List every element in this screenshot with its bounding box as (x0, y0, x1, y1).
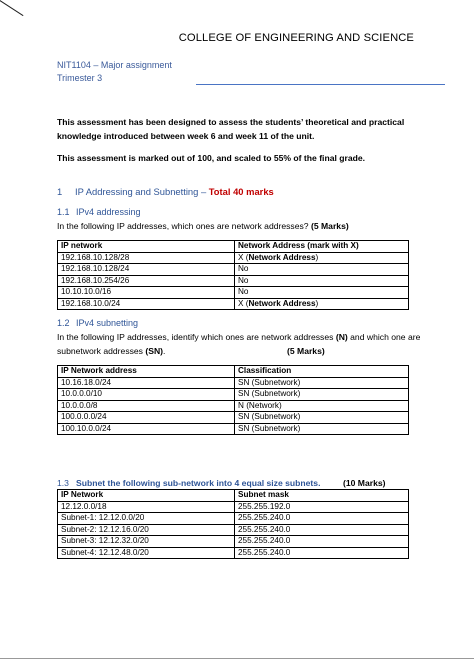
question-1-2-marks (287, 344, 387, 358)
column-header: IP Network address (58, 366, 235, 378)
column-header: IP Network (58, 490, 235, 502)
corner-decoration (0, 0, 23, 16)
subsection-1-1-title: IPv4 addressing (76, 207, 141, 217)
table-cell: 255.255.240.0 (235, 513, 409, 525)
table-cell: No (235, 275, 409, 287)
subnetwork-marker: (SN) (145, 346, 164, 356)
question-1-1 (57, 219, 442, 233)
table-subnetting (57, 489, 409, 559)
column-header: Classification (235, 366, 409, 378)
section-1-title: IP Addressing and Subnetting – (75, 186, 209, 197)
table-ipv4-subnetting (57, 365, 409, 435)
table-row (58, 252, 409, 264)
cell-text: ) (315, 252, 319, 262)
table-cell: Subnet-2: 12.12.16.0/20 (58, 524, 235, 536)
table-cell: SN (Subnetwork) (235, 389, 409, 401)
table-row (58, 377, 409, 389)
college-title: COLLEGE OF ENGINEERING AND SCIENCE (178, 32, 414, 44)
table-row (58, 389, 409, 401)
table-header-row (58, 241, 409, 253)
table-cell: 192.168.10.254/26 (58, 275, 235, 287)
table-cell: 255.255.240.0 (235, 547, 409, 559)
table-cell: 10.0.0.0/8 (58, 400, 235, 412)
table-row (58, 547, 409, 559)
table-cell: 255.255.240.0 (235, 536, 409, 548)
table-row (58, 264, 409, 276)
table-cell: No (235, 264, 409, 276)
table-row (58, 423, 409, 435)
table-cell (235, 298, 409, 310)
section-1-heading (57, 186, 274, 197)
table-row (58, 536, 409, 548)
table-cell: SN (Subnetwork) (235, 412, 409, 424)
table-cell: 12.12.0.0/18 (58, 501, 235, 513)
table-cell: 10.16.18.0/24 (58, 377, 235, 389)
cell-text-bold: Network Address (248, 298, 316, 308)
table-cell: 192.168.10.128/28 (58, 252, 235, 264)
table-cell: 10.0.0.0/10 (58, 389, 235, 401)
table-cell: No (235, 287, 409, 299)
table-row (58, 501, 409, 513)
section-1-number: 1 (57, 186, 63, 197)
table-cell: Subnet-4: 12.12.48.0/20 (58, 547, 235, 559)
table-cell: N (Network) (235, 400, 409, 412)
subsection-1-2-heading (57, 318, 138, 328)
column-header: Subnet mask (235, 490, 409, 502)
column-header: IP network (58, 241, 235, 253)
section-1-marks: Total 40 marks (208, 186, 274, 197)
question-1-1-text: In the following IP addresses, which ones are network addresses? (57, 221, 311, 231)
subsection-1-3-number: 1.3 (57, 478, 69, 488)
table-cell: 255.255.240.0 (235, 524, 409, 536)
table-row (58, 287, 409, 299)
table-header-row (58, 490, 409, 502)
table-cell: SN (Subnetwork) (235, 377, 409, 389)
table-cell: 100.0.0.0/24 (58, 412, 235, 424)
table-cell: 100.10.0.0/24 (58, 423, 235, 435)
marks-label: (5 Marks) (287, 346, 325, 356)
table-row (58, 524, 409, 536)
subsection-1-1-heading (57, 207, 141, 217)
subsection-1-2-title: IPv4 subnetting (76, 318, 139, 328)
subsection-1-2-number: 1.2 (57, 318, 70, 328)
table-row (58, 412, 409, 424)
intro-paragraph-1: This assessment has been designed to assess the students’ theoretical and practical knowledge introduced between week 6 and week 11 of the unit. (57, 117, 405, 141)
table-cell (235, 252, 409, 264)
subsection-1-3-marks: (10 Marks) (343, 478, 386, 488)
table-cell: Subnet-3: 12.12.32.0/20 (58, 536, 235, 548)
page-bottom-rule (0, 658, 474, 659)
table-row (58, 400, 409, 412)
question-1-2-text: In the following IP addresses, identify which ones are network addresses (57, 332, 336, 342)
unit-code: NIT1104 – Major assignment (57, 60, 172, 70)
column-header: Network Address (mark with X) (235, 241, 409, 253)
question-1-2-text: . (163, 346, 166, 356)
table-cell: 192.168.10.0/24 (58, 298, 235, 310)
question-1-1-marks: (5 Marks) (310, 221, 349, 231)
subsection-1-3-heading (57, 478, 320, 488)
subsection-1-1-number: 1.1 (57, 207, 70, 217)
table-cell: 10.10.10.0/16 (58, 287, 235, 299)
table-row (58, 298, 409, 310)
trimester: Trimester 3 (57, 73, 103, 83)
intro-paragraph-2: This assessment is marked out of 100, and scaled to 55% of the final grade. (57, 153, 366, 163)
table-row (58, 513, 409, 525)
table-header-row (58, 366, 409, 378)
cell-text: X ( (238, 252, 249, 262)
table-row (58, 275, 409, 287)
cell-text: X ( (238, 298, 249, 308)
table-cell: 192.168.10.128/24 (58, 264, 235, 276)
table-cell: Subnet-1: 12.12.0.0/20 (58, 513, 235, 525)
cell-text: ) (315, 298, 319, 308)
table-ipv4-addressing (57, 240, 409, 310)
subsection-1-3-title: Subnet the following sub-network into 4 equal size subnets. (76, 478, 321, 488)
cell-text-bold: Network Address (248, 252, 316, 262)
network-marker: (N) (335, 332, 348, 342)
question-1-2-text: and which one are subnetwork addresses (57, 332, 421, 356)
header-rule (196, 84, 445, 85)
table-cell: 255.255.192.0 (235, 501, 409, 513)
table-cell: SN (Subnetwork) (235, 423, 409, 435)
unit-info (57, 59, 172, 85)
